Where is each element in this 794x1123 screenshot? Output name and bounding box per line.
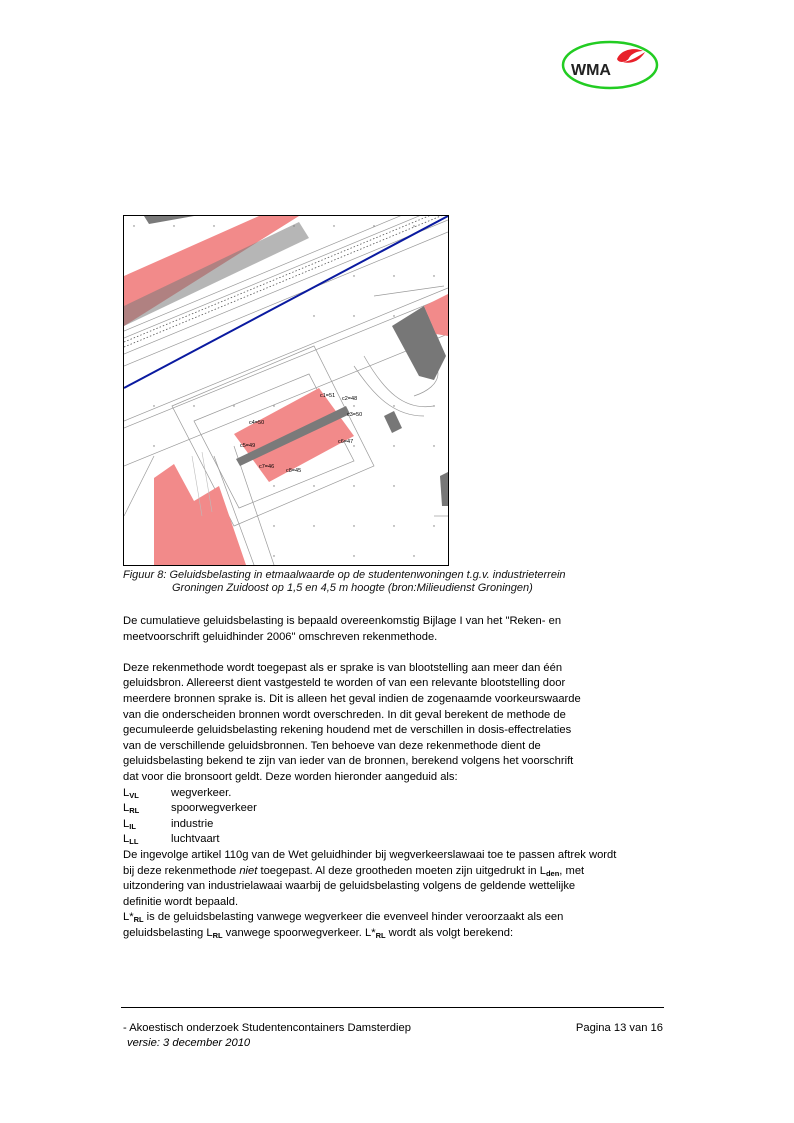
caption-line: Groningen Zuidoost op 1,5 en 4,5 m hoogte (bron:Milieudienst Groningen) [172, 582, 533, 594]
text-line: definitie wordt bepaald. [123, 895, 239, 908]
body-text [123, 614, 668, 941]
text-line: De cumulatieve geluidsbelasting is bepaald overeenkomstig Bijlage I van het "Reken- en [123, 615, 562, 627]
definition-row: $L_{VL}$ wegverkeer. [123, 786, 232, 800]
figure-caption [123, 569, 663, 595]
page-footer [123, 1021, 663, 1051]
map-label: c2=48 [342, 396, 358, 402]
map-label: c4=50 [249, 420, 265, 426]
map-label: c6=47 [338, 439, 354, 445]
noise-map-figure [123, 215, 449, 566]
page-number: Pagina 13 van 16 [575, 1022, 663, 1034]
map-label: c7=46 [259, 464, 275, 470]
definition-row: $L_{RL}$ spoorwegverkeer [123, 802, 257, 816]
footer-title: - Akoestisch onderzoek Studentencontainers Damsterdiep [123, 1022, 411, 1034]
definition-row: $L_{LL}$ luchtvaart [123, 833, 220, 847]
text-line: dat voor die bronsoort geldt. Deze worden hieronder aangeduid als: [123, 770, 458, 783]
map-label: c3=50 [347, 412, 363, 418]
map-label: c8=45 [286, 468, 302, 474]
text-line: bij deze rekenmethode niet toegepast. Al deze grootheden moeten zijn uitgedrukt in $L_{den}$, met [123, 864, 585, 878]
footer-divider [121, 1007, 664, 1008]
text-line: meetvoorschrift geluidhinder 2006" omschreven rekenmethode. [123, 630, 438, 643]
text-line: geluidsbron. Allereerst dient vastgesteld te worden of van een relevante blootstelling door [123, 677, 566, 690]
text-line: De ingevolge artikel 110g van de Wet geluidhinder bij wegverkeerslawaai toe te passen aftrek wordt [123, 848, 617, 861]
map-building-southwest [154, 464, 246, 565]
definition-desc: luchtvaart [171, 833, 220, 846]
text-line: meerdere bronnen sprake is. Dit is alleen het geval indien de zogenaamde voorkeurswaarde [123, 692, 581, 705]
text-line: Deze rekenmethode wordt toegepast als er sprake is van blootstelling aan meer dan één [123, 661, 563, 674]
footer-version: versie: 3 december 2010 [127, 1037, 251, 1049]
wma-logo [561, 40, 659, 90]
text-line: van de verschillende geluidsbronnen. Ten behoeve van deze rekenmethode dient de [123, 739, 541, 752]
text-line: geluidsbelasting bekend te zijn van ieder van de bronnen, berekend volgens het voorschrift [123, 755, 574, 768]
caption-line: Figuur 8: Geluidsbelasting in etmaalwaarde op de studentenwoningen t.g.v. industrieterrein [123, 569, 566, 581]
definition-desc: wegverkeer. [171, 786, 232, 799]
text-line: $L*_{RL}$ is de geluidsbelasting vanwege wegverkeer die evenveel hinder veroorzaakt als een [123, 911, 564, 925]
definition-row: $L_{IL}$ industrie [123, 817, 214, 831]
definition-desc: spoorwegverkeer [171, 802, 257, 815]
text-line: uitzondering van industrielawaai waarbij de geluidsbelasting volgens de geldende wettelijke [123, 880, 576, 893]
map-label: c5=49 [240, 443, 256, 449]
logo-text: WMA [571, 62, 611, 79]
text-line: gecumuleerde geluidsbelasting rekening houdend met de verschillen in dosis-effectrelaties [123, 724, 572, 737]
definition-desc: industrie [171, 817, 214, 830]
text-line: geluidsbelasting $L_{RL}$ vanwege spoorwegverkeer. $L*_{RL}$ wordt als volgt berekend: [123, 926, 514, 940]
text-line: van die onderscheiden bronnen wordt overschreden. In dit geval berekent de methode de [123, 708, 566, 721]
map-label: c1=51 [320, 393, 336, 399]
